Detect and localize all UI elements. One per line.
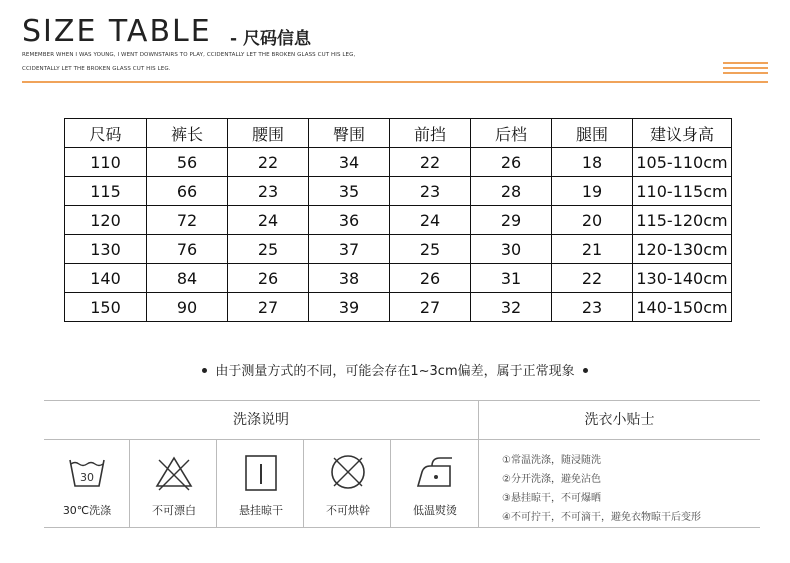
table-row [65, 148, 732, 177]
tip-item: ②分开洗涤，避免沾色 [502, 474, 601, 485]
tagline-line-1: REMEMBER WHEN I WAS YOUNG, I WENT DOWNSTAIRS TO PLAY, CCIDENTALLY LET THE BROKEN GLASS CUT HIS LEG, [22, 52, 356, 58]
table-cell: 26 [471, 148, 552, 177]
table-cell: 76 [147, 235, 228, 264]
table-cell: 26 [390, 264, 471, 293]
laundry-tips-list [502, 451, 701, 527]
tip-item: ①常温洗涤，随浸随洗 [502, 455, 601, 466]
table-cell: 37 [309, 235, 390, 264]
low-iron-icon [414, 452, 456, 494]
measurement-note-text: 由于测量方式的不同，可能会存在1~3cm偏差，属于正常现象 [215, 364, 575, 379]
table-cell: 29 [471, 206, 552, 235]
table-cell: 27 [228, 293, 309, 322]
table-cell: 25 [228, 235, 309, 264]
tagline-line-2: CCIDENTALLY LET THE BROKEN GLASS CUT HIS LEG. [22, 66, 171, 72]
table-cell: 72 [147, 206, 228, 235]
table-row [65, 235, 732, 264]
bullet-dot [583, 368, 588, 373]
column-header: 腿围 [552, 119, 633, 148]
table-cell: 115-120cm [633, 206, 732, 235]
table-cell: 120 [65, 206, 147, 235]
table-row [65, 293, 732, 322]
tip-item: ③悬挂晾干，不可爆晒 [502, 493, 601, 504]
bullet-dot [202, 368, 207, 373]
care-label: 低温熨烫 [413, 504, 457, 517]
laundry-tips-heading: 洗衣小贴士 [584, 412, 655, 428]
table-cell: 18 [552, 148, 633, 177]
table-cell: 31 [471, 264, 552, 293]
column-header: 腰围 [228, 119, 309, 148]
table-cell: 140 [65, 264, 147, 293]
table-cell: 140-150cm [633, 293, 732, 322]
care-label: 不可漂白 [152, 504, 196, 517]
no-tumble-dry-icon [327, 452, 369, 494]
table-row [65, 264, 732, 293]
measurement-note [0, 360, 790, 379]
care-item-low-iron [392, 440, 478, 527]
column-header: 前挡 [390, 119, 471, 148]
column-header: 建议身高 [633, 119, 732, 148]
table-cell: 115 [65, 177, 147, 206]
table-cell: 32 [471, 293, 552, 322]
column-header: 臀围 [309, 119, 390, 148]
cell-divider [390, 440, 391, 527]
svg-text:30: 30 [80, 471, 94, 484]
table-cell: 23 [552, 293, 633, 322]
table-cell: 21 [552, 235, 633, 264]
care-label: 不可烘幹 [326, 504, 370, 517]
page-subtitle: - 尺码信息 [230, 29, 311, 49]
table-cell: 24 [390, 206, 471, 235]
no-bleach-icon [153, 452, 195, 494]
table-cell: 30 [471, 235, 552, 264]
table-cell: 120-130cm [633, 235, 732, 264]
table-header-row [65, 119, 732, 148]
care-item-no-bleach [131, 440, 217, 527]
table-cell: 23 [228, 177, 309, 206]
column-header: 后档 [471, 119, 552, 148]
table-cell: 130-140cm [633, 264, 732, 293]
table-cell: 26 [228, 264, 309, 293]
care-item-hang-dry [218, 440, 304, 527]
table-cell: 22 [552, 264, 633, 293]
table-cell: 90 [147, 293, 228, 322]
table-cell: 28 [471, 177, 552, 206]
cell-divider [303, 440, 304, 527]
table-cell: 38 [309, 264, 390, 293]
table-cell: 34 [309, 148, 390, 177]
size-table [64, 118, 732, 322]
table-cell: 22 [390, 148, 471, 177]
page-title: SIZE TABLE [22, 14, 212, 49]
care-label: 悬挂晾干 [239, 504, 283, 517]
column-header: 裤长 [147, 119, 228, 148]
table-cell: 24 [228, 206, 309, 235]
header-divider [22, 81, 768, 83]
table-cell: 22 [228, 148, 309, 177]
table-cell: 150 [65, 293, 147, 322]
tip-item: ④不可拧干，不可滴干，避免衣物晾干后变形 [502, 512, 701, 523]
table-row [65, 177, 732, 206]
cell-divider [216, 440, 217, 527]
table-cell: 84 [147, 264, 228, 293]
cell-divider [129, 440, 130, 527]
table-cell: 35 [309, 177, 390, 206]
table-cell: 66 [147, 177, 228, 206]
table-cell: 105-110cm [633, 148, 732, 177]
table-cell: 36 [309, 206, 390, 235]
care-item-wash-30 [44, 440, 130, 527]
table-cell: 56 [147, 148, 228, 177]
table-cell: 110 [65, 148, 147, 177]
decorative-stripes [723, 62, 768, 77]
table-cell: 20 [552, 206, 633, 235]
wash-30-icon [66, 452, 108, 494]
table-cell: 27 [390, 293, 471, 322]
table-cell: 25 [390, 235, 471, 264]
hang-dry-icon [240, 452, 282, 494]
care-label: 30℃洗涤 [62, 504, 112, 517]
table-cell: 110-115cm [633, 177, 732, 206]
table-cell: 23 [390, 177, 471, 206]
table-cell: 39 [309, 293, 390, 322]
panel-divider [478, 401, 479, 527]
column-header: 尺码 [65, 119, 147, 148]
table-cell: 19 [552, 177, 633, 206]
wash-instructions-heading: 洗涤说明 [233, 412, 289, 428]
care-item-no-tumble-dry [305, 440, 391, 527]
table-cell: 130 [65, 235, 147, 264]
table-row [65, 206, 732, 235]
care-instructions-panel [44, 400, 760, 528]
